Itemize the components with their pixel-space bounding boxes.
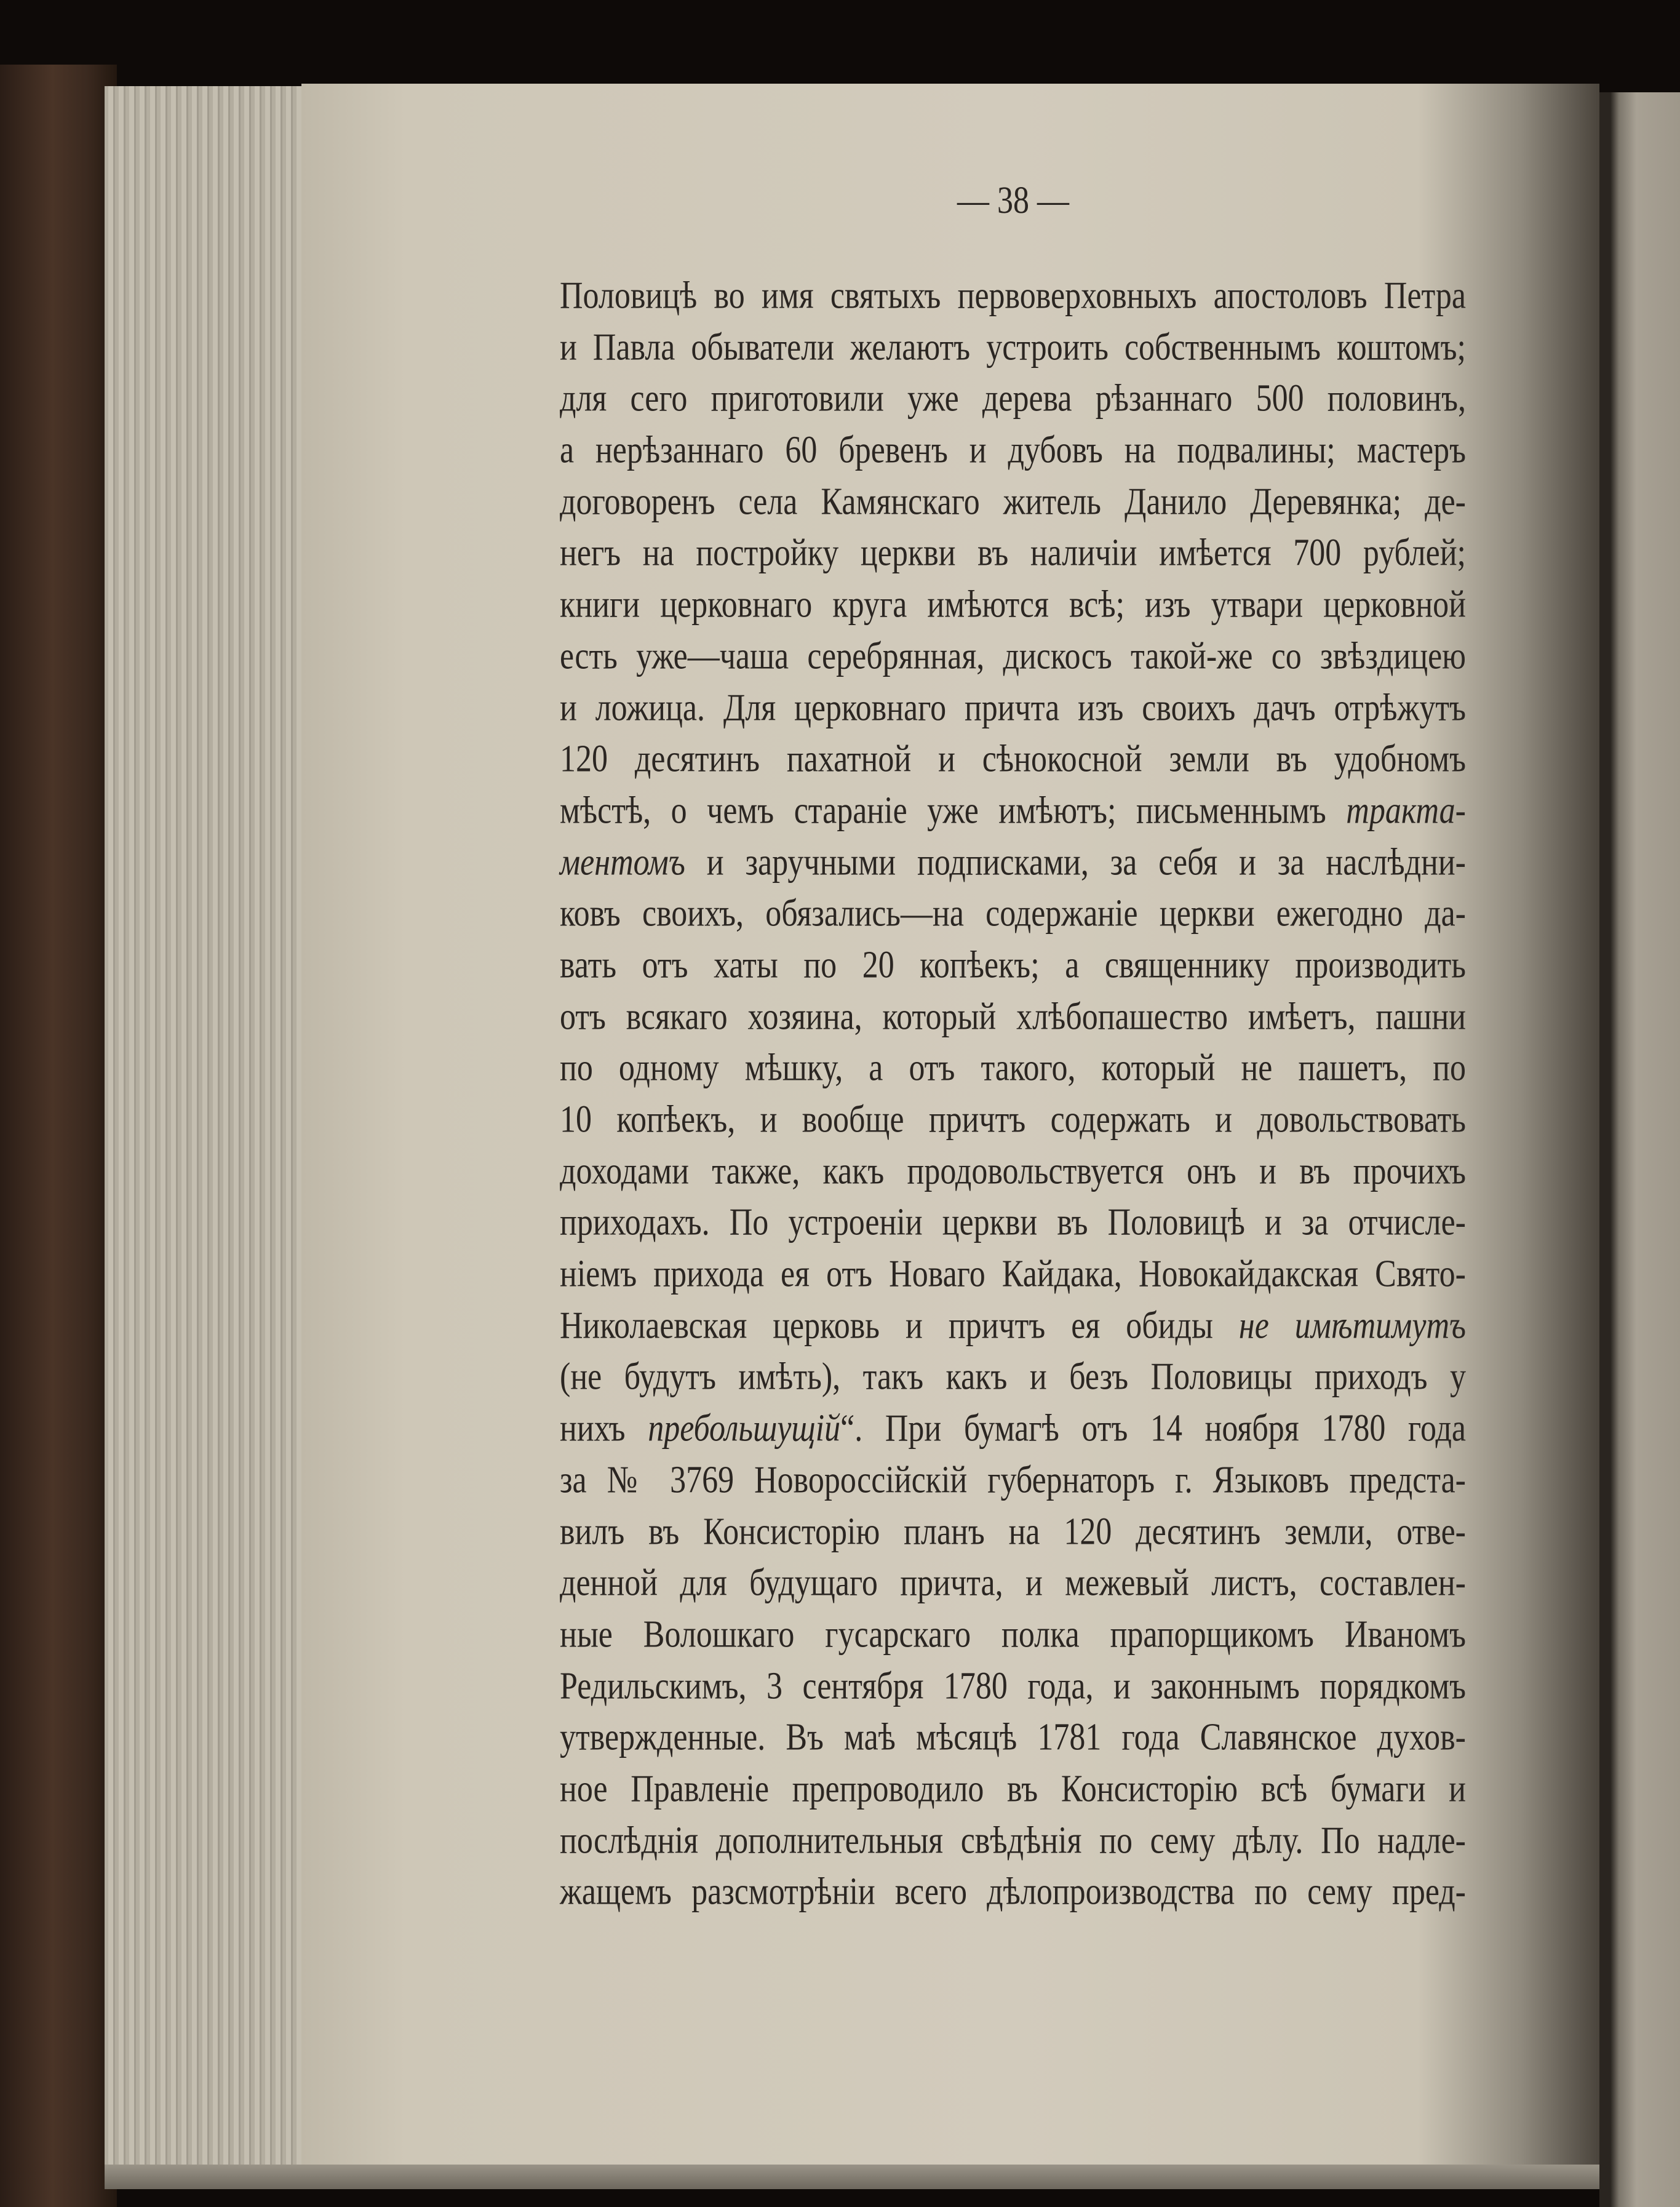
text-span: книги церковнаго круга имѣются всѣ; изъ утвари церковной [560, 583, 1466, 626]
text-span: 10 копѣекъ, и вообще причтъ содержать и довольствовать [560, 1098, 1466, 1141]
text-span: вать отъ хаты по 20 копѣекъ; а священнику производить [560, 944, 1466, 986]
text-span: для сего приготовили уже дерева рѣзаннаго 500 половинъ, [560, 377, 1466, 420]
text-span: приходахъ. По устроеніи церкви въ Половицѣ и за отчисле- [560, 1201, 1466, 1244]
text-span: договоренъ села Камянскаго житель Данило Деревянка; де- [560, 481, 1466, 523]
book-cover-left [0, 65, 117, 2207]
page-number: — 38 — [957, 180, 1069, 222]
text-span: ковъ своихъ, обязались—на содержаніе церкви ежегодно да- [560, 892, 1466, 935]
facing-page-edge [1599, 92, 1680, 2207]
page-edges-stack [105, 86, 308, 2178]
text-span: и ложица. Для церковнаго причта изъ своихъ дачъ отрѣжутъ [560, 686, 1466, 729]
text-span: мѣстѣ, о чемъ стараніе уже имѣютъ; письменнымъ [560, 789, 1347, 832]
text-span: утвержденные. Въ маѣ мѣсяцѣ 1781 года Славянское духов- [560, 1716, 1466, 1759]
text-span: отъ всякаго хозяина, который хлѣбопашество имѣетъ, пашни [560, 996, 1466, 1038]
text-span: за № 3769 Новороссійскій губернаторъ г. Языковъ предста- [560, 1459, 1466, 1501]
text-span: доходами также, какъ продовольствуется онъ и въ прочихъ [560, 1150, 1466, 1192]
text-span: “. При бумагѣ отъ 14 ноября 1780 года [840, 1407, 1466, 1450]
italic-text: пребольшущій [648, 1407, 841, 1450]
italic-text: ментомъ [560, 840, 685, 884]
text-span: а нерѣзаннаго 60 бревенъ и дубовъ на подвалины; мастеръ [560, 429, 1466, 471]
text-span: нихъ [560, 1407, 648, 1450]
text-span: ніемъ прихода ея отъ Новаго Кайдака, Новокайдакская Свято- [560, 1253, 1466, 1295]
text-span: 120 десятинъ пахатной и сѣнокосной земли въ удобномъ [560, 738, 1466, 780]
body-text [560, 271, 1466, 1918]
text-span: послѣднія дополнительныя свѣдѣнія по сему дѣлу. По надле- [560, 1819, 1466, 1862]
text-span: денной для будущаго причта, и межевый листъ, составлен- [560, 1562, 1466, 1604]
text-span: по одному мѣшку, а отъ такого, который не пашетъ, по [560, 1047, 1466, 1090]
italic-text: не имѣтимутъ [1238, 1304, 1466, 1347]
text-span: вилъ въ Консисторію планъ на 120 десятинъ земли, отве- [560, 1510, 1466, 1553]
text-line [560, 1861, 1466, 1923]
text-span: жащемъ разсмотрѣніи всего дѣлопроизводства по сему пред- [560, 1870, 1466, 1914]
page-bottom-edge [105, 2165, 1599, 2189]
text-span: Редильскимъ, 3 сентября 1780 года, и законнымъ порядкомъ [560, 1664, 1466, 1707]
text-span: негъ на постройку церкви въ наличіи имѣется 700 рублей; [560, 532, 1466, 575]
text-span: Николаевская церковь и причтъ ея обиды [560, 1304, 1239, 1347]
text-span: и Павла обыватели желаютъ устроить собственнымъ коштомъ; [560, 326, 1466, 369]
text-span: есть уже—чаша серебрянная, дискосъ такой-же со звѣздицею [560, 635, 1466, 677]
text-span: ное Правленіе препроводило въ Консисторію всѣ бумаги и [560, 1768, 1466, 1810]
text-span: ные Волошкаго гусарскаго полка прапорщикомъ Иваномъ [560, 1613, 1466, 1656]
text-span: и заручными подписками, за себя и за наслѣдни- [685, 840, 1466, 884]
italic-text: тракта- [1346, 789, 1466, 832]
text-span: (не будутъ имѣть), такъ какъ и безъ Половицы приходъ у [560, 1355, 1466, 1399]
text-span: Половицѣ во имя святыхъ первоверховныхъ апостоловъ Петра [560, 274, 1466, 317]
